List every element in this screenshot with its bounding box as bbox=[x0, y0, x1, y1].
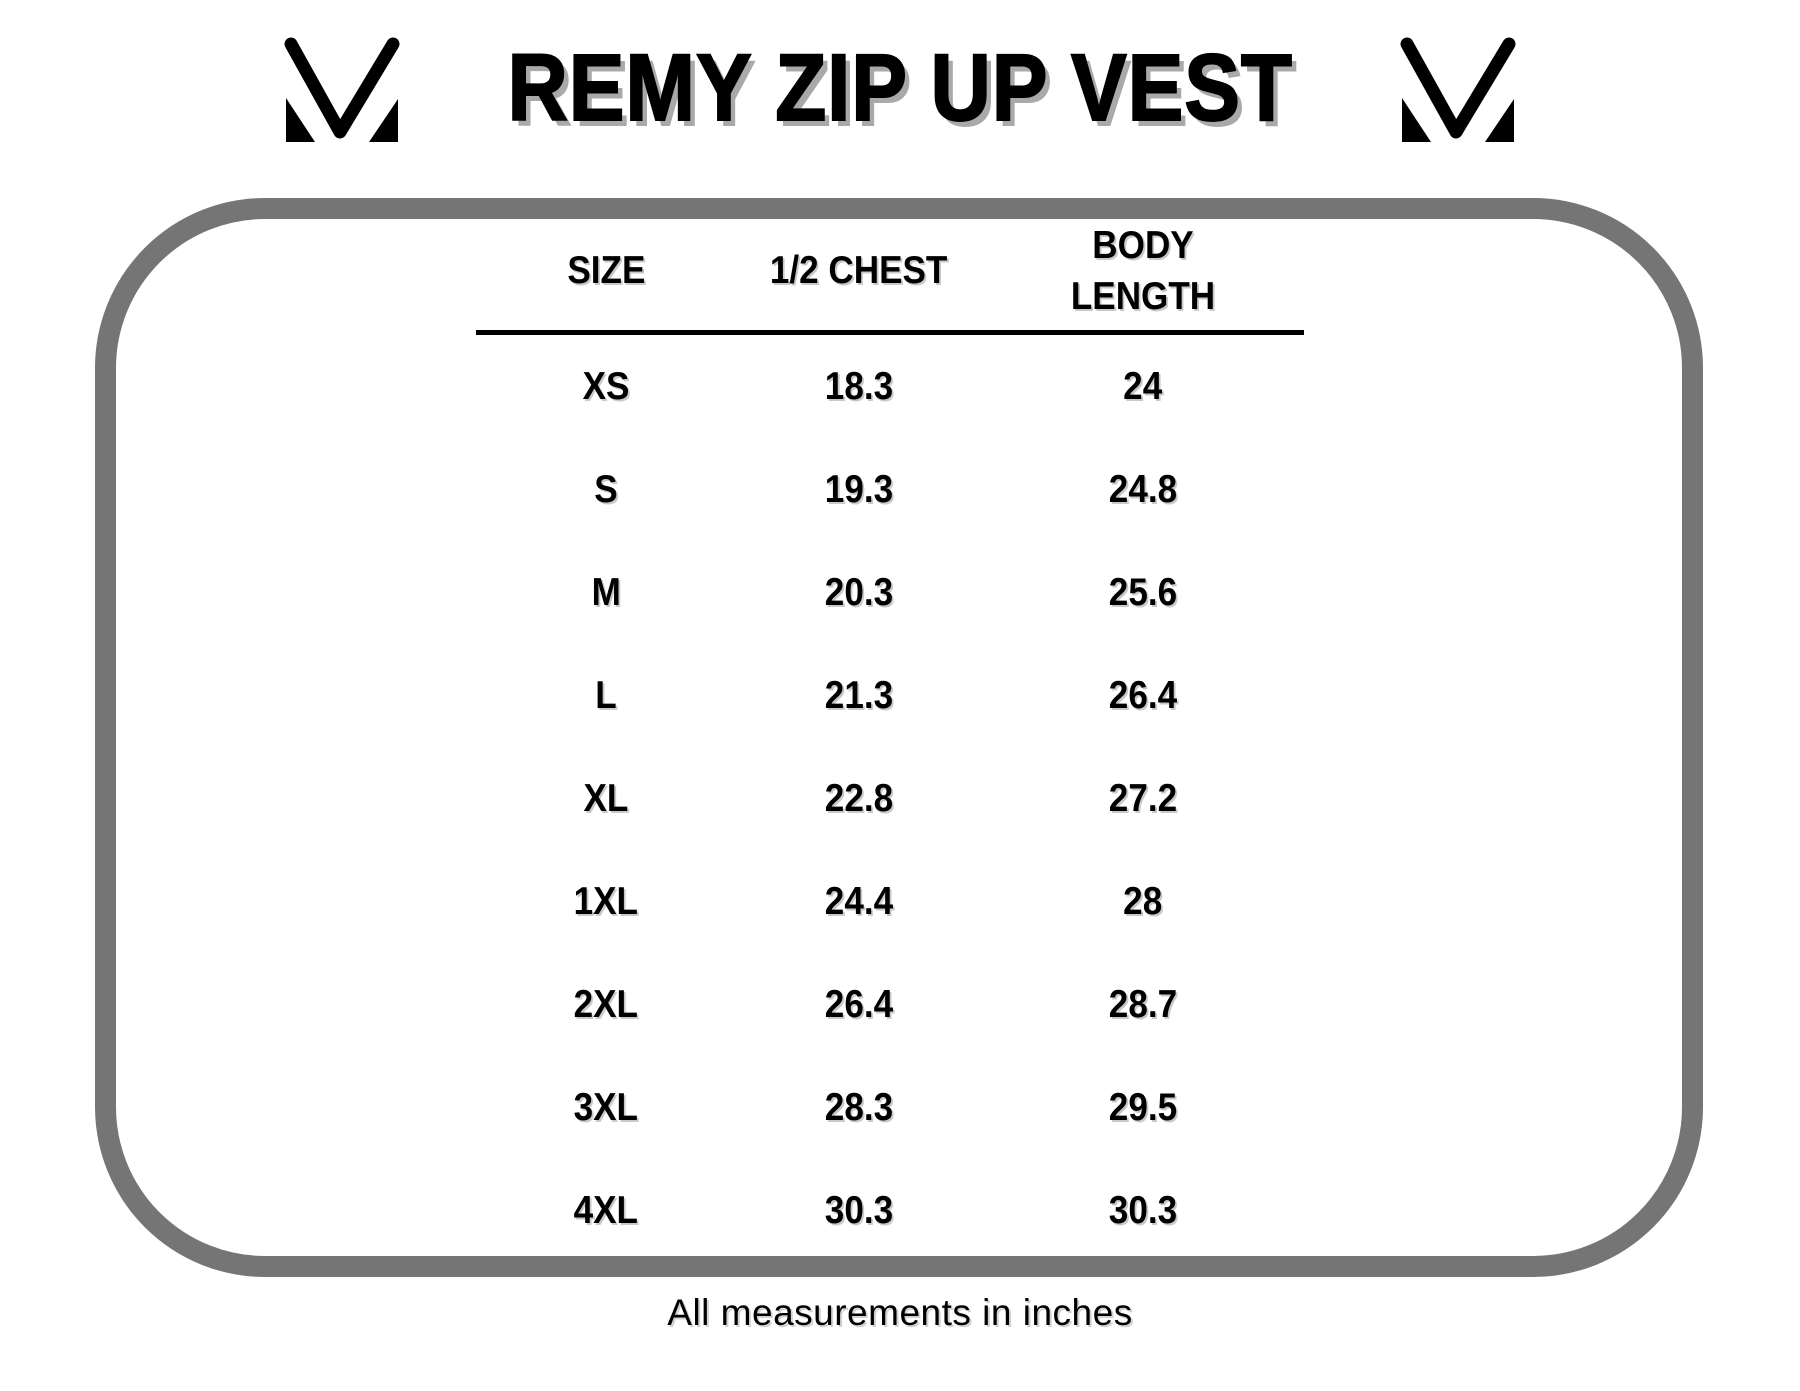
half-chest-cell: 24.4 bbox=[824, 879, 893, 923]
body-length-cell: 26.4 bbox=[1108, 673, 1177, 717]
half-chest-cell: 21.3 bbox=[824, 673, 893, 717]
body-length-cell: 28 bbox=[1122, 879, 1163, 923]
header bbox=[0, 34, 1800, 143]
half-chest-cell: 22.8 bbox=[824, 776, 893, 820]
size-cell: 2XL bbox=[573, 982, 639, 1026]
size-cell: L bbox=[595, 673, 617, 717]
body-length-cell: 29.5 bbox=[1108, 1085, 1177, 1129]
size-cell: 3XL bbox=[573, 1085, 639, 1129]
half-chest-cell: 20.3 bbox=[824, 570, 893, 614]
half-chest-cell: 19.3 bbox=[824, 467, 893, 511]
column-header-body-length: BODY LENGTH bbox=[1070, 223, 1215, 318]
half-chest-cell: 26.4 bbox=[824, 982, 893, 1026]
table-row bbox=[476, 541, 1304, 644]
body-length-cell: 30.3 bbox=[1108, 1188, 1177, 1232]
table-row bbox=[476, 953, 1304, 1056]
body-length-cell: 27.2 bbox=[1108, 776, 1177, 820]
table-row bbox=[476, 335, 1304, 438]
size-cell: S bbox=[594, 467, 618, 511]
body-length-cell: 24.8 bbox=[1108, 467, 1177, 511]
measurements-note: All measurements in inches bbox=[667, 1292, 1133, 1333]
m-monogram-icon bbox=[284, 36, 400, 142]
size-cell: XL bbox=[583, 776, 629, 820]
column-header-size: SIZE bbox=[566, 249, 646, 292]
table-header-row bbox=[476, 212, 1304, 330]
table-row bbox=[476, 644, 1304, 747]
page-title: REMY ZIP UP VEST bbox=[507, 35, 1293, 141]
body-length-cell: 28.7 bbox=[1108, 982, 1177, 1026]
size-chart-table bbox=[476, 212, 1304, 1262]
table-row bbox=[476, 850, 1304, 953]
m-monogram-icon bbox=[1400, 36, 1516, 142]
table-row bbox=[476, 438, 1304, 541]
half-chest-cell: 28.3 bbox=[824, 1085, 893, 1129]
table-row bbox=[476, 1159, 1304, 1262]
table-row bbox=[476, 747, 1304, 850]
half-chest-cell: 18.3 bbox=[824, 364, 893, 408]
half-chest-cell: 30.3 bbox=[824, 1188, 893, 1232]
size-cell: XS bbox=[582, 364, 630, 408]
column-header-half-chest: 1/2 CHEST bbox=[769, 249, 948, 292]
size-cell: 1XL bbox=[573, 879, 639, 923]
body-length-cell: 25.6 bbox=[1108, 570, 1177, 614]
size-cell: M bbox=[591, 570, 621, 614]
body-length-cell: 24 bbox=[1122, 364, 1163, 408]
size-cell: 4XL bbox=[573, 1188, 639, 1232]
table-row bbox=[476, 1056, 1304, 1159]
